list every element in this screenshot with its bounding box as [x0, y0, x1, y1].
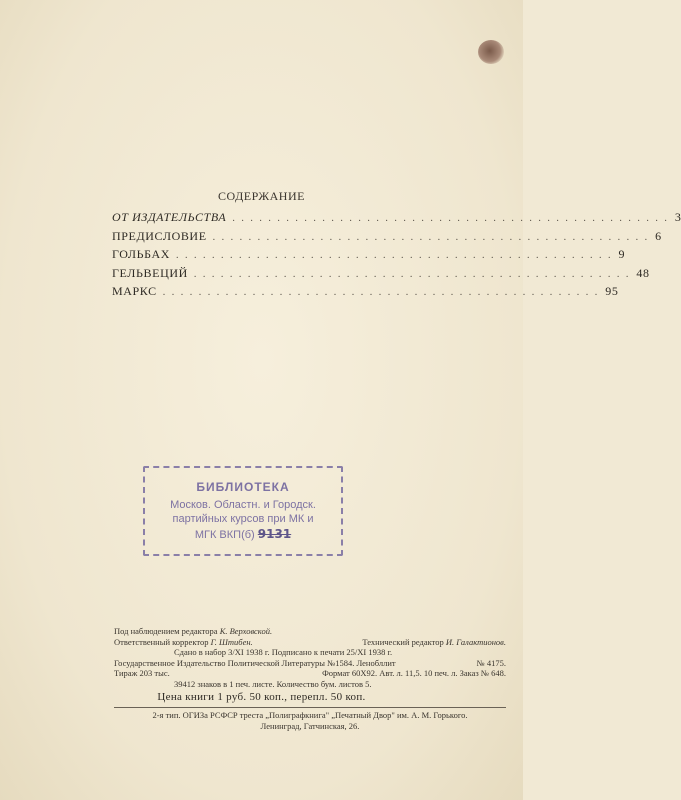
imprint-signs: 39412 знаков в 1 печ. листе. Количество бум. листов 5.: [174, 678, 372, 689]
imprint-tech-editor: [362, 637, 506, 648]
table-of-contents: [112, 210, 681, 303]
toc-entry: [112, 284, 619, 303]
toc-leader-dots: . . . . . . . . . . . . . . . . . . . . . . . . . . . . . . . . . . . . . . . . . . . . . . . . .: [212, 231, 650, 243]
printer-address: Ленинград, Гатчинская, 26.: [260, 721, 360, 731]
imprint-corrector-row: [114, 637, 506, 648]
corrector-label: Ответственный корректор: [114, 636, 209, 647]
toc-leader-dots: . . . . . . . . . . . . . . . . . . . . . . . . . . . . . . . . . . . . . . . . . . . . . . . . .: [162, 287, 600, 298]
toc-entry-label: МАРКС: [112, 284, 157, 298]
toc-leader-dots: . . . . . . . . . . . . . . . . . . . . . . . . . . . . . . . . . . . . . . . . . . . . . . . . .: [193, 268, 631, 280]
ink-blot: [478, 40, 504, 64]
toc-entry-label: ГЕЛЬВЕЦИЙ: [112, 265, 188, 280]
stamp-line-library: БИБЛИОТЕКА: [196, 480, 290, 494]
toc-entry-page: 6: [655, 228, 662, 243]
imprint-dates: Сдано в набор 3/XI 1938 г. Подписано к печати 25/XI 1938 г.: [174, 647, 393, 658]
stamp-inventory-number: 9131: [257, 527, 292, 541]
library-stamp: [143, 466, 343, 556]
editor-name: К. Верховской.: [219, 626, 273, 636]
stamp-party-name: МГК ВКП(б): [194, 529, 255, 541]
imprint-circulation-row: [114, 668, 506, 679]
toc-entry-label: ГОЛЬБАХ: [112, 247, 171, 261]
printer-line: 2-я тип. ОГИЗа РСФСР треста „Полиграфкнига" „Печатный Двор" им. А. М. Горького.: [152, 710, 468, 720]
toc-title: СОДЕРЖАНИЕ: [218, 189, 305, 203]
imprint-publisher: Государственное Издательство Политической Литературы №1584. Ленобллит: [114, 657, 396, 668]
book-price: Цена книги 1 руб. 50 коп., перепл. 50 коп.: [157, 691, 366, 703]
toc-leader-dots: . . . . . . . . . . . . . . . . . . . . . . . . . . . . . . . . . . . . . . . . . . . . . . . . .: [176, 250, 613, 261]
imprint-corrector: [114, 637, 253, 648]
printer-info: [114, 710, 506, 732]
toc-entry: [112, 228, 662, 248]
toc-entry-page: 3: [674, 210, 681, 224]
toc-entry-page: 48: [636, 265, 650, 280]
imprint-publisher-row: [114, 658, 506, 669]
stamp-line-region: Москов. Областн. и Городск.: [170, 499, 316, 511]
tech-editor-label: Технический редактор: [362, 636, 444, 647]
toc-entry: [112, 247, 626, 266]
imprint-editor: [114, 626, 506, 637]
imprint-circulation: Тираж 203 тыс.: [114, 668, 170, 679]
toc-entry-page: 9: [618, 247, 626, 261]
imprint-format: Формат 60Х92. Авт. л. 11,5. 10 печ. л. Заказ № 648.: [322, 668, 506, 679]
stamp-line-party: [145, 527, 341, 541]
toc-entry-label: ОТ ИЗДАТЕЛЬСТВА: [112, 210, 227, 224]
stamp-line-courses: партийных курсов при МК и: [172, 513, 314, 525]
toc-entry-label: ПРЕДИСЛОВИЕ: [112, 228, 207, 243]
imprint-lenoblit-no: № 4175.: [476, 657, 506, 668]
tech-editor-name: И. Галактионов.: [445, 636, 506, 647]
divider-rule: [114, 707, 506, 708]
editor-label: Под наблюдением редактора: [114, 626, 218, 636]
toc-entry: [112, 265, 650, 285]
imprint-block: [114, 626, 506, 690]
toc-entry: [112, 210, 681, 229]
toc-leader-dots: . . . . . . . . . . . . . . . . . . . . . . . . . . . . . . . . . . . . . . . . . . . . . . . . .: [232, 213, 669, 224]
corrector-name: Г. Штибен.: [210, 636, 253, 647]
toc-entry-page: 95: [605, 284, 619, 298]
